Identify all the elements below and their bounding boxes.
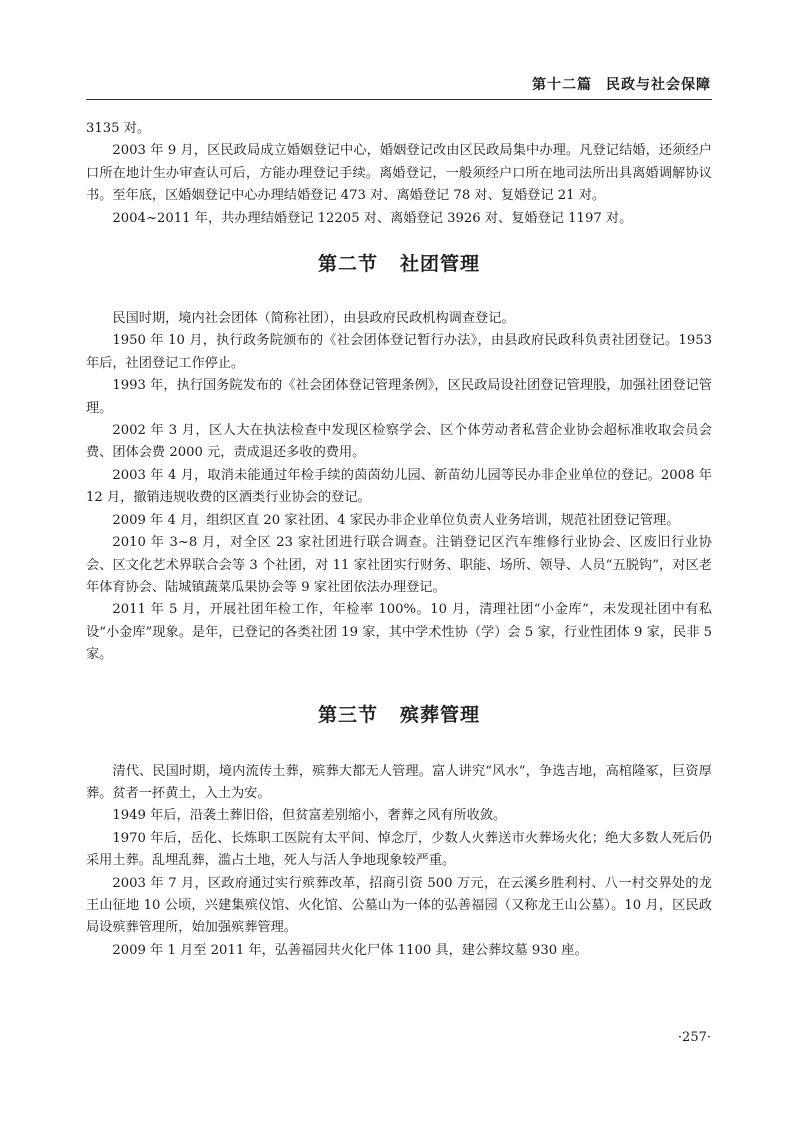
body-paragraph: 1970 年后，岳化、长炼职工医院有太平间、悼念厅，少数人火葬送市火葬场火化；绝大多数人死后仍采用土葬。乱埋乱葬，滥占土地，死人与活人争地现象较严重。 — [86, 830, 712, 869]
body-paragraph: 2003 年 4 月，取消未能通过年检手续的茵茵幼儿园、新苗幼儿园等民办非企业单位的登记。2008 年 12 月，撤销违规收费的区酒类行业协会的登记。 — [86, 467, 712, 506]
body-paragraph: 2010 年 3~8 月，对全区 23 家社团进行联合调查。注销登记区汽车维修行业协会、区废旧行业协会、区文化艺术界联合会等 3 个社团，对 11 家社团实行财务、职能、场所、领导、人员“五脱钩”，对区老年体育协会、陆城镇蔬菜瓜果协会等 9 家社团依法办理登记。 — [86, 535, 712, 595]
body-paragraph: 2002 年 3 月，区人大在执法检查中发现区检察学会、区个体劳动者私营企业协会超标准收取会员会费、团体会费 2000 元，责成退还多收的费用。 — [86, 423, 712, 461]
body-paragraph: 清代、民国时期，境内流传土葬，殡葬大都无人管理。富人讲究“风水”，争选吉地，高棺隆冢，巨资厚葬。贫者一抔黄土，入土为安。 — [86, 763, 712, 801]
page-body — [86, 118, 712, 962]
section-number: 第三节 — [317, 703, 378, 726]
section-heading-3 — [86, 701, 712, 729]
header-rule — [86, 99, 712, 100]
body-paragraph: 1993 年，执行国务院发布的《社会团体登记管理条例》，区民政局设社团登记管理股，加强社团登记管理。 — [86, 378, 712, 416]
body-paragraph: 3135 对。 — [86, 121, 151, 136]
section-heading-2 — [86, 250, 712, 278]
section-title: 殡葬管理 — [400, 703, 481, 726]
body-paragraph: 1950 年 10 月，执行政务院颁布的《社会团体登记暂行办法》，由县政府民政科负责社团登记。1953 年后，社团登记工作停止。 — [86, 333, 712, 371]
body-paragraph: 2009 年 4 月，组织区直 20 家社团、4 家民办非企业单位负责人业务培训，规范社团登记管理。 — [112, 512, 680, 528]
header-part: 第十二篇 — [532, 77, 592, 93]
body-paragraph: 2011 年 5 月，开展社团年检工作，年检率 100%。10 月，清理社团“小金库”，未发现社团中有私设“小金库”现象。是年，已登记的各类社团 19 家，其中学术性协（学）会 5 家，行业性团体 9 家，民非 5 家。 — [86, 602, 712, 663]
section-number: 第二节 — [317, 253, 378, 276]
body-paragraph: 2004~2011 年，共办理结婚登记 12205 对、离婚登记 3926 对、复婚登记 1197 对。 — [112, 210, 633, 226]
page-number: ·257· — [677, 1030, 711, 1045]
body-paragraph: 2003 年 7 月，区政府通过实行殡葬改革，招商引资 500 万元，在云溪乡胜利村、八一村交界处的龙王山征地 10 公顷，兴建集殡仪馆、火化馆、公墓山为一体的弘善福园（又称龙王山公墓）。10 月，区民政局设殡葬管理所，始加强殡葬管理。 — [86, 875, 712, 936]
body-paragraph: 2009 年 1 月至 2011 年，弘善福园共火化尸体 1100 具，建公葬坟墓 930 座。 — [112, 942, 588, 958]
body-paragraph: 2003 年 9 月，区民政局成立婚姻登记中心，婚姻登记改由区民政局集中办理。凡登记结婚，还须经户口所在地计生办审查认可后，方能办理登记手续。离婚登记，一般须经户口所在地司法所出具离婚调解协议书。至年底，区婚姻登记中心办理结婚登记 473 对、离婚登记 78 对、复婚登记 21 对。 — [86, 143, 712, 204]
section-title: 社团管理 — [400, 253, 481, 276]
body-paragraph: 民国时期，境内社会团体（简称社团），由县政府民政机构调查登记。 — [112, 311, 515, 327]
body-paragraph: 1949 年后，沿袭土葬旧俗，但贫富差别缩小，奢葬之风有所收敛。 — [112, 808, 507, 824]
running-header — [86, 74, 711, 94]
header-title: 民政与社会保障 — [606, 77, 711, 93]
